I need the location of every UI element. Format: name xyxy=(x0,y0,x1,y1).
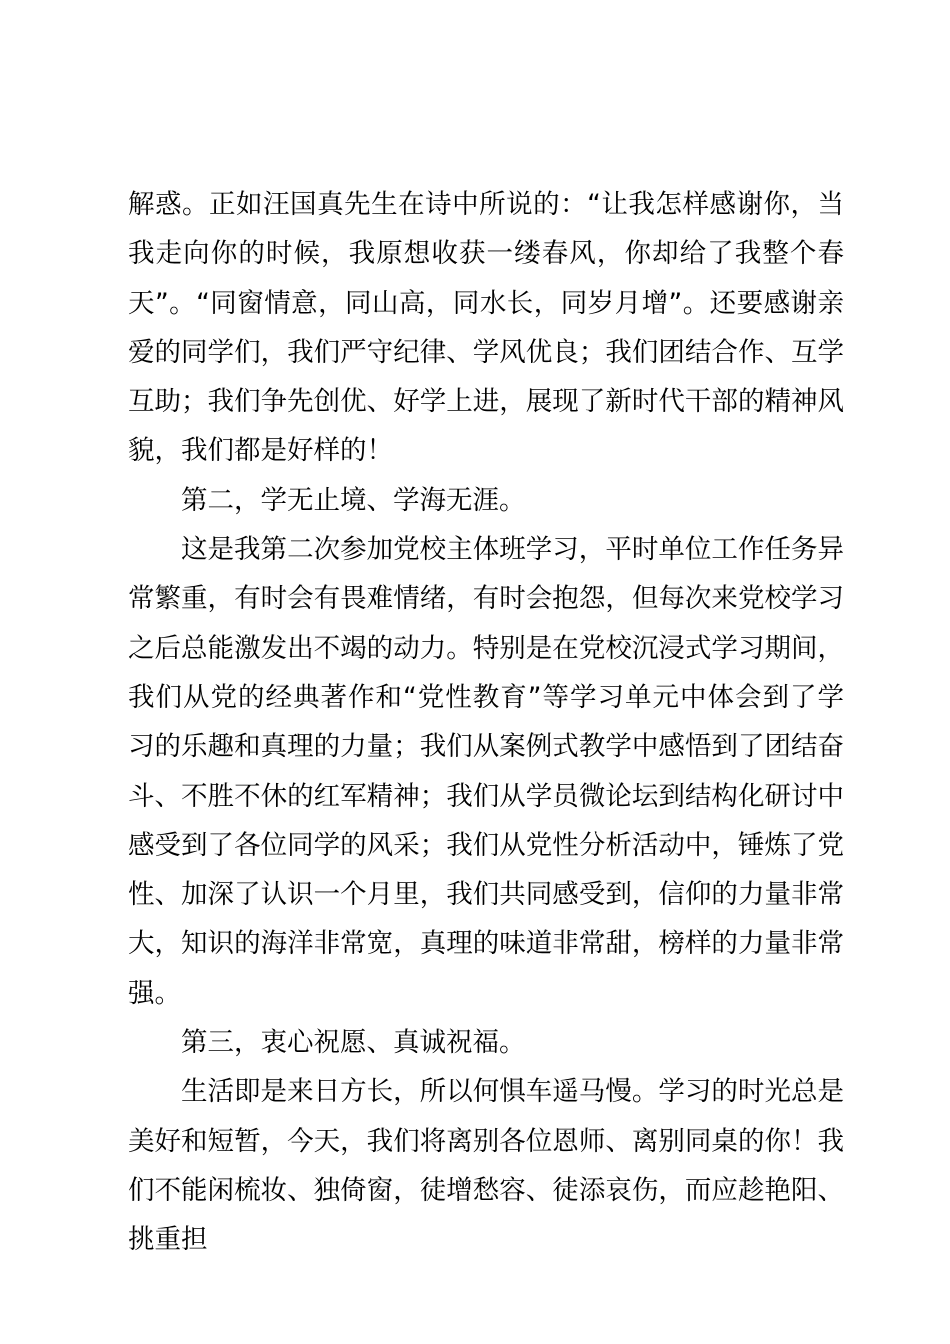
section-heading-third: 第三，衷心祝愿、真诚祝福。 xyxy=(181,1027,526,1059)
section-heading-second: 第二，学无止境、学海无涯。 xyxy=(181,484,526,516)
document-body xyxy=(128,180,844,1265)
paragraph-wishes: 生活即是来日方长，所以何惧车遥马慢。学习的时光总是美好和短暂，今天，我们将离别各位恩师、离别同桌的你！我们不能闲梳妆、独倚窗，徒增愁容、徒添哀伤，而应趁艳阳、挑重担 xyxy=(128,1076,844,1256)
paragraph-study-experience: 这是我第二次参加党校主体班学习，平时单位工作任务异常繁重，有时会有畏难情绪，有时会抱怨，但每次来党校学习之后总能激发出不竭的动力。特别是在党校沉浸式学习期间，我们从党的经典著作和“党性教育”等学习单元中体会到了学习的乐趣和真理的力量；我们从案例式教学中感悟到了团结奋斗、不胜不休的红军精神；我们从学员微论坛到结构化研讨中感受到了各位同学的风采；我们从党性分析活动中，锤炼了党性、加深了认识一个月里，我们共同感受到，信仰的力量非常大，知识的海洋非常宽，真理的味道非常甜，榜样的力量非常强。 xyxy=(128,534,844,1009)
paragraph-continuation: 解惑。正如汪国真先生在诗中所说的：“让我怎样感谢你，当我走向你的时候，我原想收获一缕春风，你却给了我整个春天”。“同窗情意，同山高，同水长，同岁月增”。还要感谢亲爱的同学们，我们严守纪律、学风优良；我们团结合作、互学互助；我们争先创优、好学上进，展现了新时代干部的精神风貌，我们都是好样的！ xyxy=(128,189,844,467)
